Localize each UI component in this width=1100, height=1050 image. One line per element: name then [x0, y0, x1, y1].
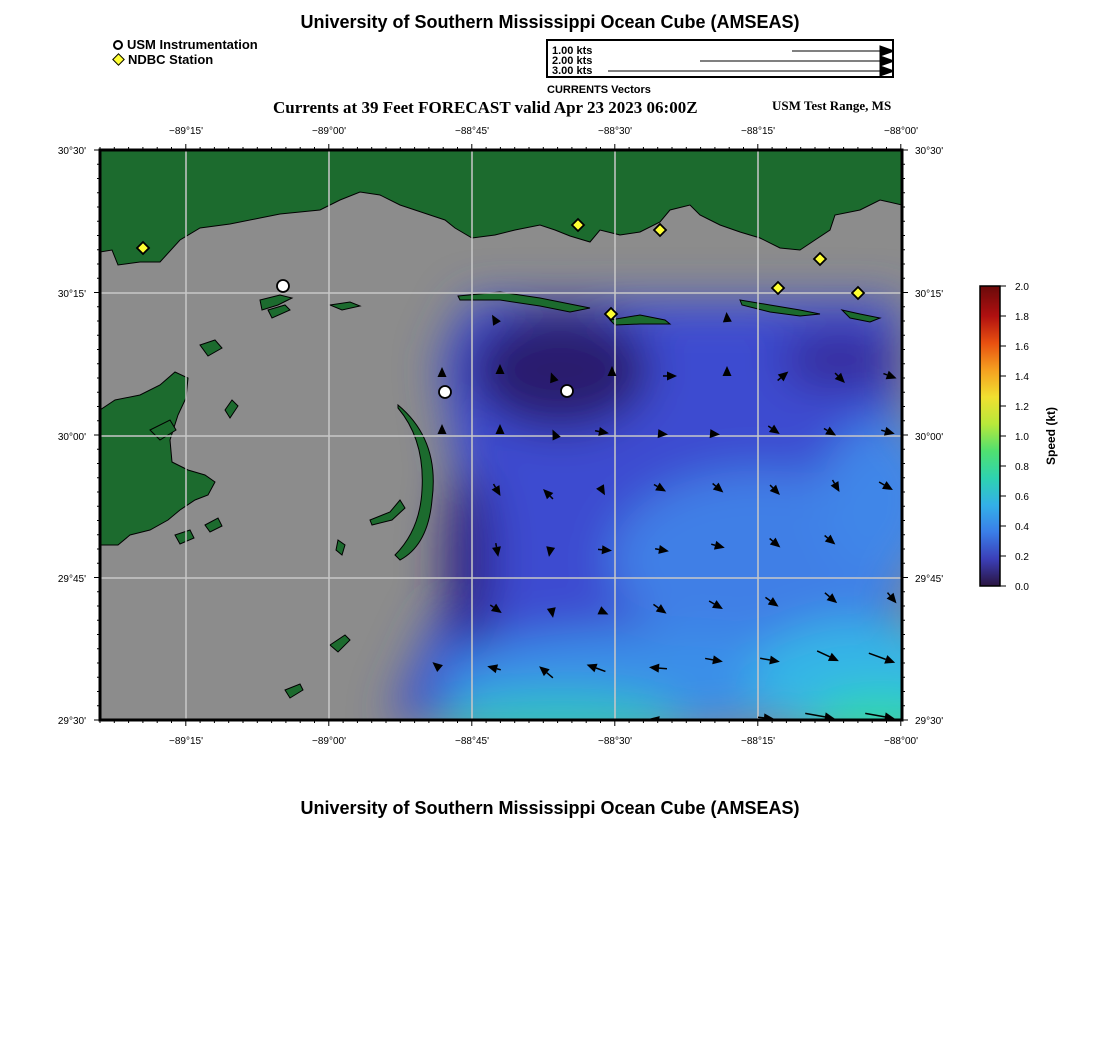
usm-instrument-icon	[113, 40, 123, 50]
colorbar-tick-label: 0.2	[1015, 552, 1029, 563]
usm-instrument-marker	[561, 385, 573, 397]
legend-usm-row	[113, 37, 258, 52]
vector-scale-label-1: 1.00 kts	[552, 45, 593, 57]
colorbar-tick-label: 0.4	[1015, 522, 1029, 533]
colorbar-tick-labels	[1015, 282, 1029, 593]
colorbar-tick-label: 1.2	[1015, 402, 1029, 413]
legend-ndbc-label: NDBC Station	[128, 52, 214, 67]
colorbar-gradient	[980, 286, 1000, 586]
speed-colorbar	[980, 282, 1058, 593]
y-tick-left: 30°15'	[57, 289, 86, 300]
marker-legend	[113, 37, 258, 67]
forecast-subtitle: Currents at 39 Feet FORECAST valid Apr 23 2023 06:00Z	[273, 98, 698, 117]
y-tick-left: 30°30'	[57, 146, 86, 157]
y-tick-right: 29°45'	[915, 574, 944, 585]
colorbar-tick-label: 1.6	[1015, 342, 1029, 353]
y-tick-right: 30°30'	[915, 146, 944, 157]
vector-scale-arrows	[608, 46, 892, 76]
colorbar-tick-label: 1.8	[1015, 312, 1029, 323]
current-speed-map	[0, 120, 1100, 760]
vector-caption: CURRENTS Vectors	[547, 84, 651, 96]
y-tick-right: 30°15'	[915, 289, 944, 300]
map-title: University of Southern Mississippi Ocean Cube (AMSEAS)	[300, 12, 800, 32]
x-tick-bottom: −88°45'	[455, 736, 489, 747]
x-tick-top: −88°45'	[455, 126, 489, 137]
y-tick-right: 29°30'	[915, 716, 944, 727]
x-tick-bottom: −89°00'	[312, 736, 346, 747]
x-tick-bottom: −88°15'	[741, 736, 775, 747]
usm-instrument-marker	[277, 280, 289, 292]
usm-instrument-marker	[439, 386, 451, 398]
x-tick-top: −88°00'	[884, 126, 918, 137]
colorbar-tick-label: 1.4	[1015, 372, 1029, 383]
colorbar-tick-label: 2.0	[1015, 282, 1029, 293]
y-tick-left: 29°30'	[57, 716, 86, 727]
speed-field	[390, 300, 970, 745]
colorbar-tick-label: 1.0	[1015, 432, 1029, 443]
colorbar-tick-label: 0.6	[1015, 492, 1029, 503]
vector-scale-legend	[546, 39, 894, 78]
colorbar-tick-label: 0.0	[1015, 582, 1029, 593]
x-tick-bottom: −88°00'	[884, 736, 918, 747]
colorbar-tick-label: 0.8	[1015, 462, 1029, 473]
y-tick-left: 30°00'	[57, 432, 86, 443]
region-label: USM Test Range, MS	[772, 98, 892, 113]
vector-scale-label-2: 2.00 kts	[552, 55, 593, 67]
legend-ndbc-row	[113, 52, 258, 67]
x-tick-top: −89°15'	[169, 126, 203, 137]
vector-scale-label-3: 3.00 kts	[552, 65, 593, 76]
footer-title: University of Southern Mississippi Ocean Cube (AMSEAS)	[300, 798, 800, 818]
x-tick-top: −89°00'	[312, 126, 346, 137]
x-tick-bottom: −89°15'	[169, 736, 203, 747]
y-tick-left: 29°45'	[57, 574, 86, 585]
y-tick-right: 30°00'	[915, 432, 944, 443]
x-tick-top: −88°15'	[741, 126, 775, 137]
x-tick-bottom: −88°30'	[598, 736, 632, 747]
colorbar-ticks	[1000, 286, 1006, 586]
ndbc-station-icon	[112, 53, 125, 66]
colorbar-label: Speed (kt)	[1044, 406, 1058, 466]
x-tick-top: −88°30'	[598, 126, 632, 137]
legend-usm-label: USM Instrumentation	[127, 37, 258, 52]
